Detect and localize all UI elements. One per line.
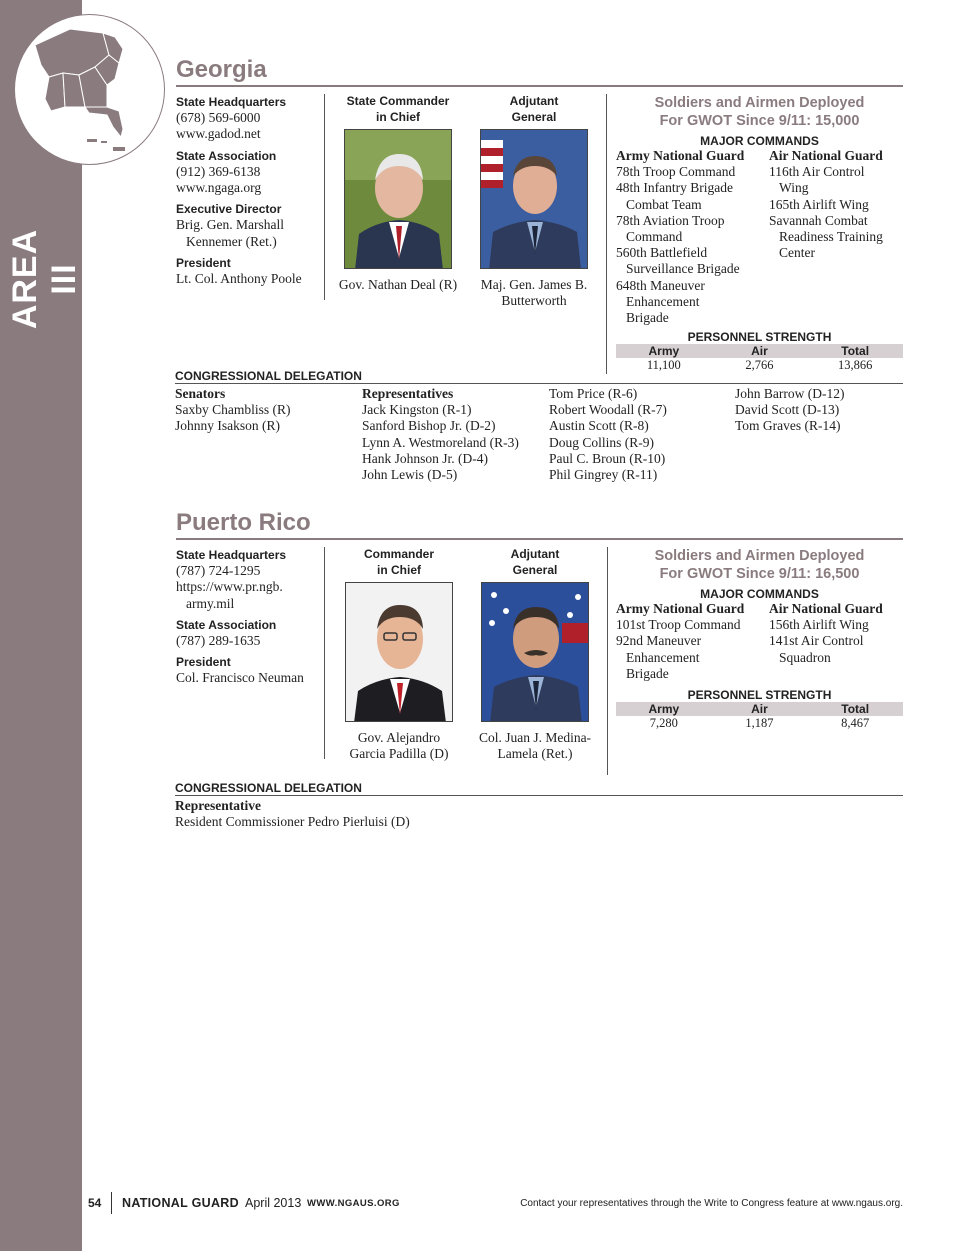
portrait-icon [482,583,589,722]
army-count: 11,100 [646,358,681,373]
personnel-row [616,358,903,373]
army-cmd: Surveillance Brigade [626,261,740,277]
air-cmd: 156th Airlift Wing [769,617,869,633]
army-cmd: Brigade [626,665,669,681]
air-count: 2,766 [745,358,774,373]
divider [324,547,325,759]
deployed-line1: Soldiers and Airmen Deployed [654,95,865,111]
president-name: Col. Francisco Neuman [176,670,304,686]
reps-list [735,386,844,435]
region-map [14,14,165,165]
adjutant-head-line1: Adjutant [510,547,560,561]
air-cmd: Squadron [779,649,831,665]
commander-caption-line2: Garcia Padilla (D) [349,746,449,761]
representative: Lynn A. Westmoreland (R-3) [362,434,519,450]
representative: John Barrow (D-12) [735,386,845,401]
senators-label: Senators [175,386,226,401]
divider [606,94,607,374]
divider [324,94,325,300]
adjutant-photo [480,129,588,269]
georgia-contacts [176,94,326,287]
contact-note: Contact your representatives through the Write to Congress feature at www.ngaus.org. [520,1198,903,1209]
puerto-rico-commander [334,547,464,762]
representative: David Scott (D-13) [735,402,840,418]
pr-rep-list [175,798,410,830]
portrait-icon [346,583,453,722]
adjutant-caption-line1: Col. Juan J. Medina- [478,730,592,745]
air-cmd: 141st Air Control [769,633,864,649]
army-cmd: Enhancement [626,293,700,309]
georgia-cong-rule [175,383,903,384]
total-count: 13,866 [837,358,873,373]
adjutant-head-line2: General [511,109,557,124]
commander-head-line2: in Chief [376,109,420,124]
representative: Paul C. Broun (R-10) [549,450,666,466]
army-cmd: 48th Infantry Brigade [616,180,733,196]
air-cmd: Center [779,245,815,261]
georgia-title: Georgia [176,56,267,83]
commander-photo [345,582,453,722]
portrait-icon [481,130,588,269]
adjutant-caption-line1: Maj. Gen. James B. [480,277,588,292]
personnel-label: PERSONNEL STRENGTH [687,688,832,703]
assoc-web-link[interactable]: www.ngaga.org [176,180,262,196]
army-cmd: 101st Troop Command [616,617,741,633]
representative: Tom Graves (R-14) [735,418,841,434]
rep-label: Representative [175,798,261,813]
major-commands-label: MAJOR COMMANDS [700,587,819,601]
major-commands [616,601,903,682]
air-cmd: Readiness Training [779,229,883,245]
portrait-icon [345,130,452,269]
puerto-rico-cong-label: CONGRESSIONAL DELEGATION [175,781,362,795]
georgia-title-rule [176,85,903,87]
assoc-phone: (912) 369-6138 [176,163,261,179]
president-name: Lt. Col. Anthony Poole [176,271,302,287]
personnel-row [616,716,903,731]
senators-list [175,386,291,435]
personnel-label: PERSONNEL STRENGTH [687,330,832,345]
president-label: President [176,655,231,670]
reps-label: Representatives [362,386,454,401]
air-cmd: 165th Airlift Wing [769,196,869,212]
adjutant-caption-line2: Butterworth [501,293,567,308]
adjutant-head-line2: General [512,562,558,577]
reps-list [549,386,667,483]
major-commands-label: MAJOR COMMANDS [700,134,819,148]
hq-phone: (678) 569-6000 [176,110,261,126]
president-label: President [176,255,231,270]
army-cmd: 78th Troop Command [616,164,736,180]
total-count: 8,467 [841,716,870,731]
area-sidebar [0,0,82,1251]
hq-web-link[interactable]: https://www.pr.ngb. [176,579,283,595]
representative: Doug Collins (R-9) [549,434,655,450]
senator: Johnny Isakson (R) [175,418,280,434]
puerto-rico-contacts [176,547,326,687]
army-guard-label: Army National Guard [616,601,745,616]
air-header: Air [751,702,768,717]
divider [607,547,608,775]
representative: Austin Scott (R-8) [549,418,649,434]
puerto-rico-title-rule [176,538,903,540]
air-guard-label: Air National Guard [769,601,883,616]
representative: Jack Kingston (R-1) [362,402,472,418]
army-header: Army [648,702,680,717]
army-count: 7,280 [649,716,678,731]
puerto-rico-cong-rule [175,795,903,796]
hq-label: State Headquarters [176,95,287,109]
total-header: Total [841,344,870,359]
footer-divider [111,1192,112,1214]
georgia-cong-label: CONGRESSIONAL DELEGATION [175,369,362,383]
puerto-rico-deployed-panel [616,547,903,731]
commander-caption-line1: Gov. Alejandro [357,730,441,745]
area-label [6,195,83,330]
major-commands [616,148,903,326]
army-guard-label: Army National Guard [616,148,745,163]
commander-caption-line1: Gov. Nathan Deal (R) [338,277,458,292]
magazine-name: NATIONAL GUARD [122,1196,239,1210]
army-cmd: Enhancement [626,649,700,665]
page-number: 54 [88,1196,102,1210]
army-cmd: 560th Battlefield [616,245,708,261]
representative: Robert Woodall (R-7) [549,402,667,418]
exec-label: Executive Director [176,202,282,217]
representative: Tom Price (R-6) [549,386,638,401]
hq-web-link-cont[interactable]: army.mil [186,595,235,611]
representative: Hank Johnson Jr. (D-4) [362,450,488,466]
deployed-line2: For GWOT Since 9/11: 16,500 [659,566,860,582]
georgia-commander [333,94,463,293]
total-header: Total [841,702,870,717]
personnel-header [616,344,903,358]
deployed-line1: Soldiers and Airmen Deployed [654,548,865,564]
site-link[interactable]: WWW.NGAUS.ORG [307,1198,400,1209]
air-count: 1,187 [745,716,774,731]
adjutant-caption-line2: Lamela (Ret.) [497,746,573,761]
personnel-header [616,702,903,716]
air-cmd: 116th Air Control [769,164,865,180]
army-cmd: 648th Maneuver [616,277,705,293]
hq-label: State Headquarters [176,548,287,562]
area-label-text: AREA III [6,228,83,330]
army-cmd: 92nd Maneuver [616,633,702,649]
air-header: Air [751,344,768,359]
puerto-rico-adjutant [470,547,600,762]
deployed-line2: For GWOT Since 9/11: 15,000 [659,113,860,129]
region-map-icon [15,15,165,165]
representative: John Lewis (D-5) [362,467,458,483]
senator: Saxby Chambliss (R) [175,402,291,418]
army-cmd: Command [626,229,683,245]
georgia-adjutant [469,94,599,309]
adjutant-photo [481,582,589,722]
reps-list [362,386,519,483]
georgia-deployed-panel [616,94,903,373]
air-cmd: Wing [779,180,809,196]
air-cmd: Savannah Combat [769,212,868,228]
hq-phone: (787) 724-1295 [176,563,261,579]
army-cmd: 78th Aviation Troop [616,212,725,228]
representative: Resident Commissioner Pedro Pierluisi (D) [175,814,410,830]
commander-head-line1: State Commander [346,94,450,108]
issue-date: April 2013 [245,1196,302,1210]
army-cmd: Combat Team [626,196,702,212]
adjutant-head-line1: Adjutant [509,94,559,108]
assoc-label: State Association [176,148,277,163]
assoc-phone: (787) 289-1635 [176,633,261,649]
army-header: Army [648,344,680,359]
exec-name-line2: Kennemer (Ret.) [186,233,277,249]
commander-head-line2: in Chief [377,562,421,577]
commander-photo [344,129,452,269]
representative: Phil Gingrey (R-11) [549,467,658,483]
assoc-label: State Association [176,617,277,632]
representative: Sanford Bishop Jr. (D-2) [362,418,496,434]
air-guard-label: Air National Guard [769,148,883,163]
commander-head-line1: Commander [363,547,434,561]
exec-name-line1: Brig. Gen. Marshall [176,217,284,233]
hq-web-link[interactable]: www.gadod.net [176,126,261,142]
army-cmd: Brigade [626,310,669,326]
puerto-rico-title: Puerto Rico [176,509,311,536]
